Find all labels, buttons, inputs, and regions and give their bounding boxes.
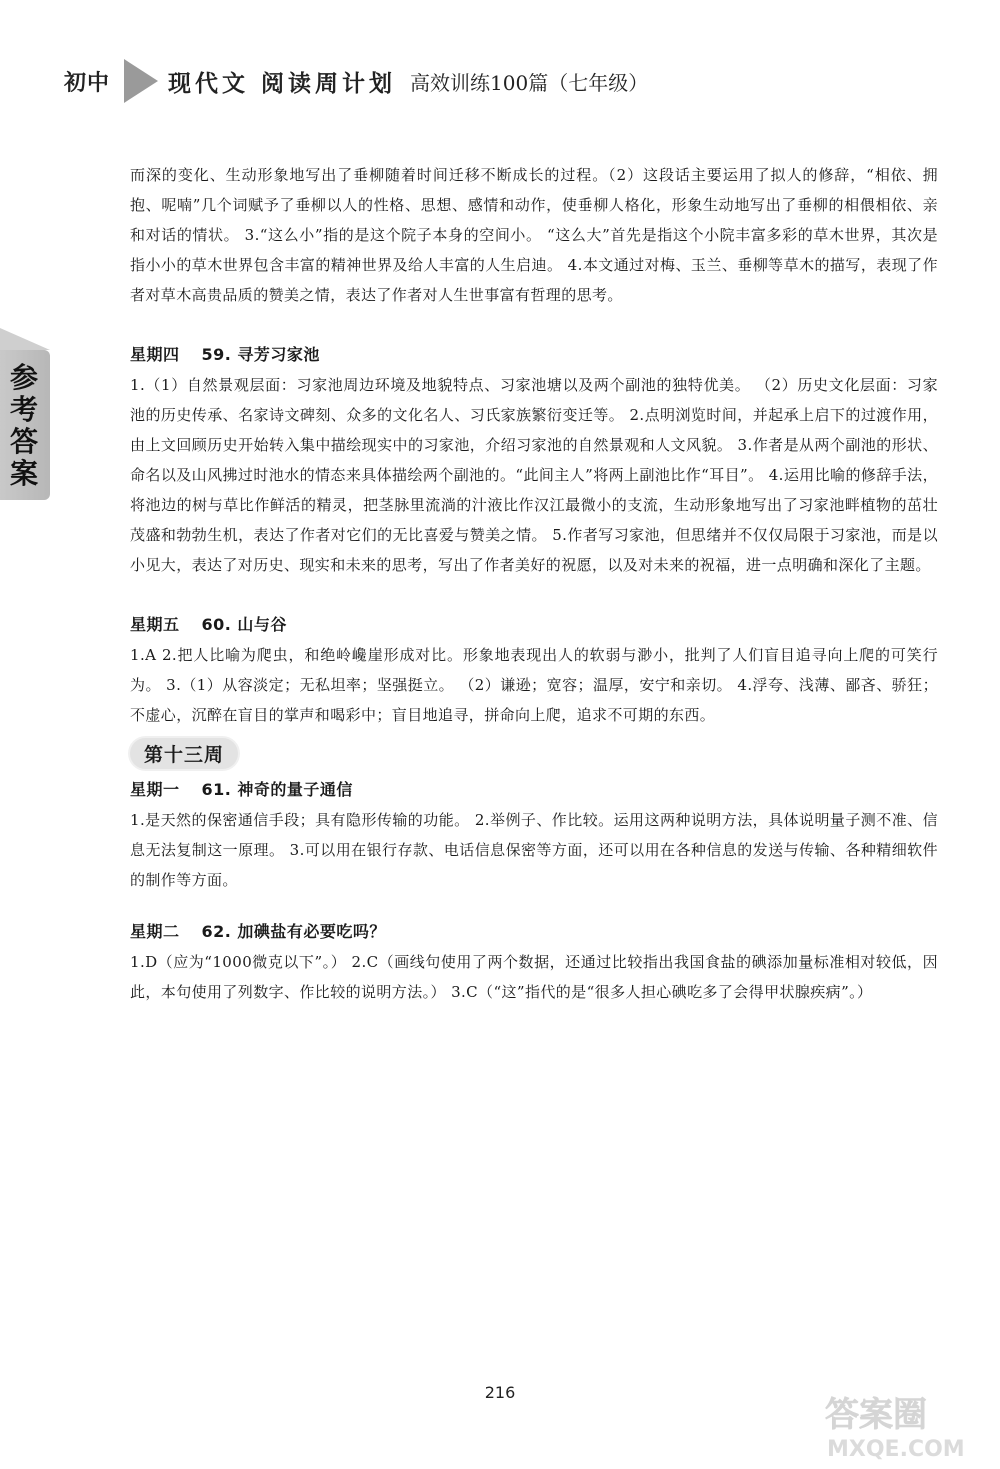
page-number: 216 xyxy=(484,1383,516,1402)
side-tab xyxy=(0,350,50,500)
section-answer-text: 1.D（应为“1000微克以下”。） 2.C（画线句使用了两个数据，还通过比较指出我国食盐的碘添加量标准相对较低，因此，本句使用了列数字、作比较的说明方法。） 3.C（“这”指代的是“很多人担心碘吃多了会得甲状腺疾病”。） xyxy=(130,953,938,1001)
section-title: 60. 山与谷 xyxy=(201,615,287,634)
answer-section-60 xyxy=(130,610,938,730)
answer-section-62 xyxy=(130,917,938,1007)
continued-answer-text: 而深的变化、生动形象地写出了垂柳随着时间迁移不断成长的过程。（2）这段话主要运用了拟人的修辞，“相依、拥抱、呢喃”几个词赋予了垂柳以人的性格、思想、感情和动作，使垂柳人格化，形象生动地写出了垂柳的相偎相依、亲和对话的情状。 3.“这么小”指的是这个院子本身的空间小。 “这么大”首先是指这个小院丰富多彩的草木世界，其次是指小小的草木世界包含丰富的精神世界及给人丰富的人生启迪。 4.本文通过对梅、玉兰、垂柳等草木的描写，表现了作者对草木高贵品质的赞美之情，表达了作者对人生世事富有哲理的思考。 xyxy=(130,166,938,304)
header-level: 初中 xyxy=(64,70,111,96)
section-answer-text: 1.A 2.把人比喻为爬虫，和绝岭巉崖形成对比。形象地表现出人的软弱与渺小，批判了人们盲目追寻向上爬的可笑行为。 3.（1）从容淡定；无私坦率；坚强挺立。 （2）谦逊；宽容；温厚，安宁和亲切。 4.浮夸、浅薄、鄙吝、骄狂；不虚心，沉醉在盲目的掌声和喝彩中；盲目地追寻，拼命向上爬，追求不可期的东西。 xyxy=(130,646,938,724)
running-header xyxy=(64,58,964,104)
header-triangle-ornament xyxy=(124,59,158,103)
week-badge: 第十三周 xyxy=(130,738,238,769)
svg-text:答案圈: 答案圈 xyxy=(825,1395,927,1435)
section-day: 星期四 xyxy=(130,345,180,364)
section-title: 61. 神奇的量子通信 xyxy=(201,780,353,799)
header-subtitle: 高效训练100篇（七年级） xyxy=(410,70,649,95)
header-title: 现代文 阅读周计划 xyxy=(168,70,397,97)
section-day: 星期一 xyxy=(130,780,180,799)
section-title: 59. 寻芳习家池 xyxy=(201,345,320,364)
section-title: 62. 加碘盐有必要吃吗？ xyxy=(201,922,386,941)
section-day: 星期五 xyxy=(130,615,180,634)
side-tab-label: 参考答案 xyxy=(9,361,38,490)
section-heading xyxy=(130,775,938,805)
section-day: 星期二 xyxy=(130,922,180,941)
section-answer-text: 1.（1）自然景观层面：习家池周边环境及地貌特点、习家池塘以及两个副池的独特优美。 （2）历史文化层面：习家池的历史传承、名家诗文碑刻、众多的文化名人、习氏家族繁衍变迁等。 2.点明浏览时间，并起承上启下的过渡作用，由上文回顾历史开始转入集中描绘现实中的习家池，介绍习家池的自然景观和人文风貌。 3.作者是从两个副池的形状、命名以及山风拂过时池水的情态来具体描绘两个副池的。“此间主人”将两上副池比作“耳目”。 4.运用比喻的修辞手法，将池边的树与草比作鲜活的精灵，把茎脉里流淌的汁液比作汉江最微小的支流，生动形象地写出了习家池畔植物的茁壮茂盛和勃勃生机，表达了作者对它们的无比喜爱与赞美之情。 5.作者写习家池，但思绪并不仅仅局限于习家池，而是以小见大，表达了对历史、现实和未来的思考，写出了作者美好的祝愿，以及对未来的祝福，进一点明确和深化了主题。 xyxy=(130,376,938,574)
section-heading xyxy=(130,610,938,640)
answer-section-59 xyxy=(130,340,938,580)
svg-text:MXQE.COM: MXQE.COM xyxy=(827,1437,965,1462)
page-content xyxy=(130,160,938,1007)
answer-section-61 xyxy=(130,775,938,895)
section-heading xyxy=(130,340,938,370)
section-answer-text: 1.是天然的保密通信手段；具有隐形传输的功能。 2.举例子、作比较。运用这两种说明方法，具体说明量子测不准、信息无法复制这一原理。 3.可以用在银行存款、电话信息保密等方面，还可以用在各种信息的发送与传输、各种精细软件的制作等方面。 xyxy=(130,811,938,889)
section-heading xyxy=(130,917,938,947)
watermark-logo xyxy=(815,1388,990,1463)
